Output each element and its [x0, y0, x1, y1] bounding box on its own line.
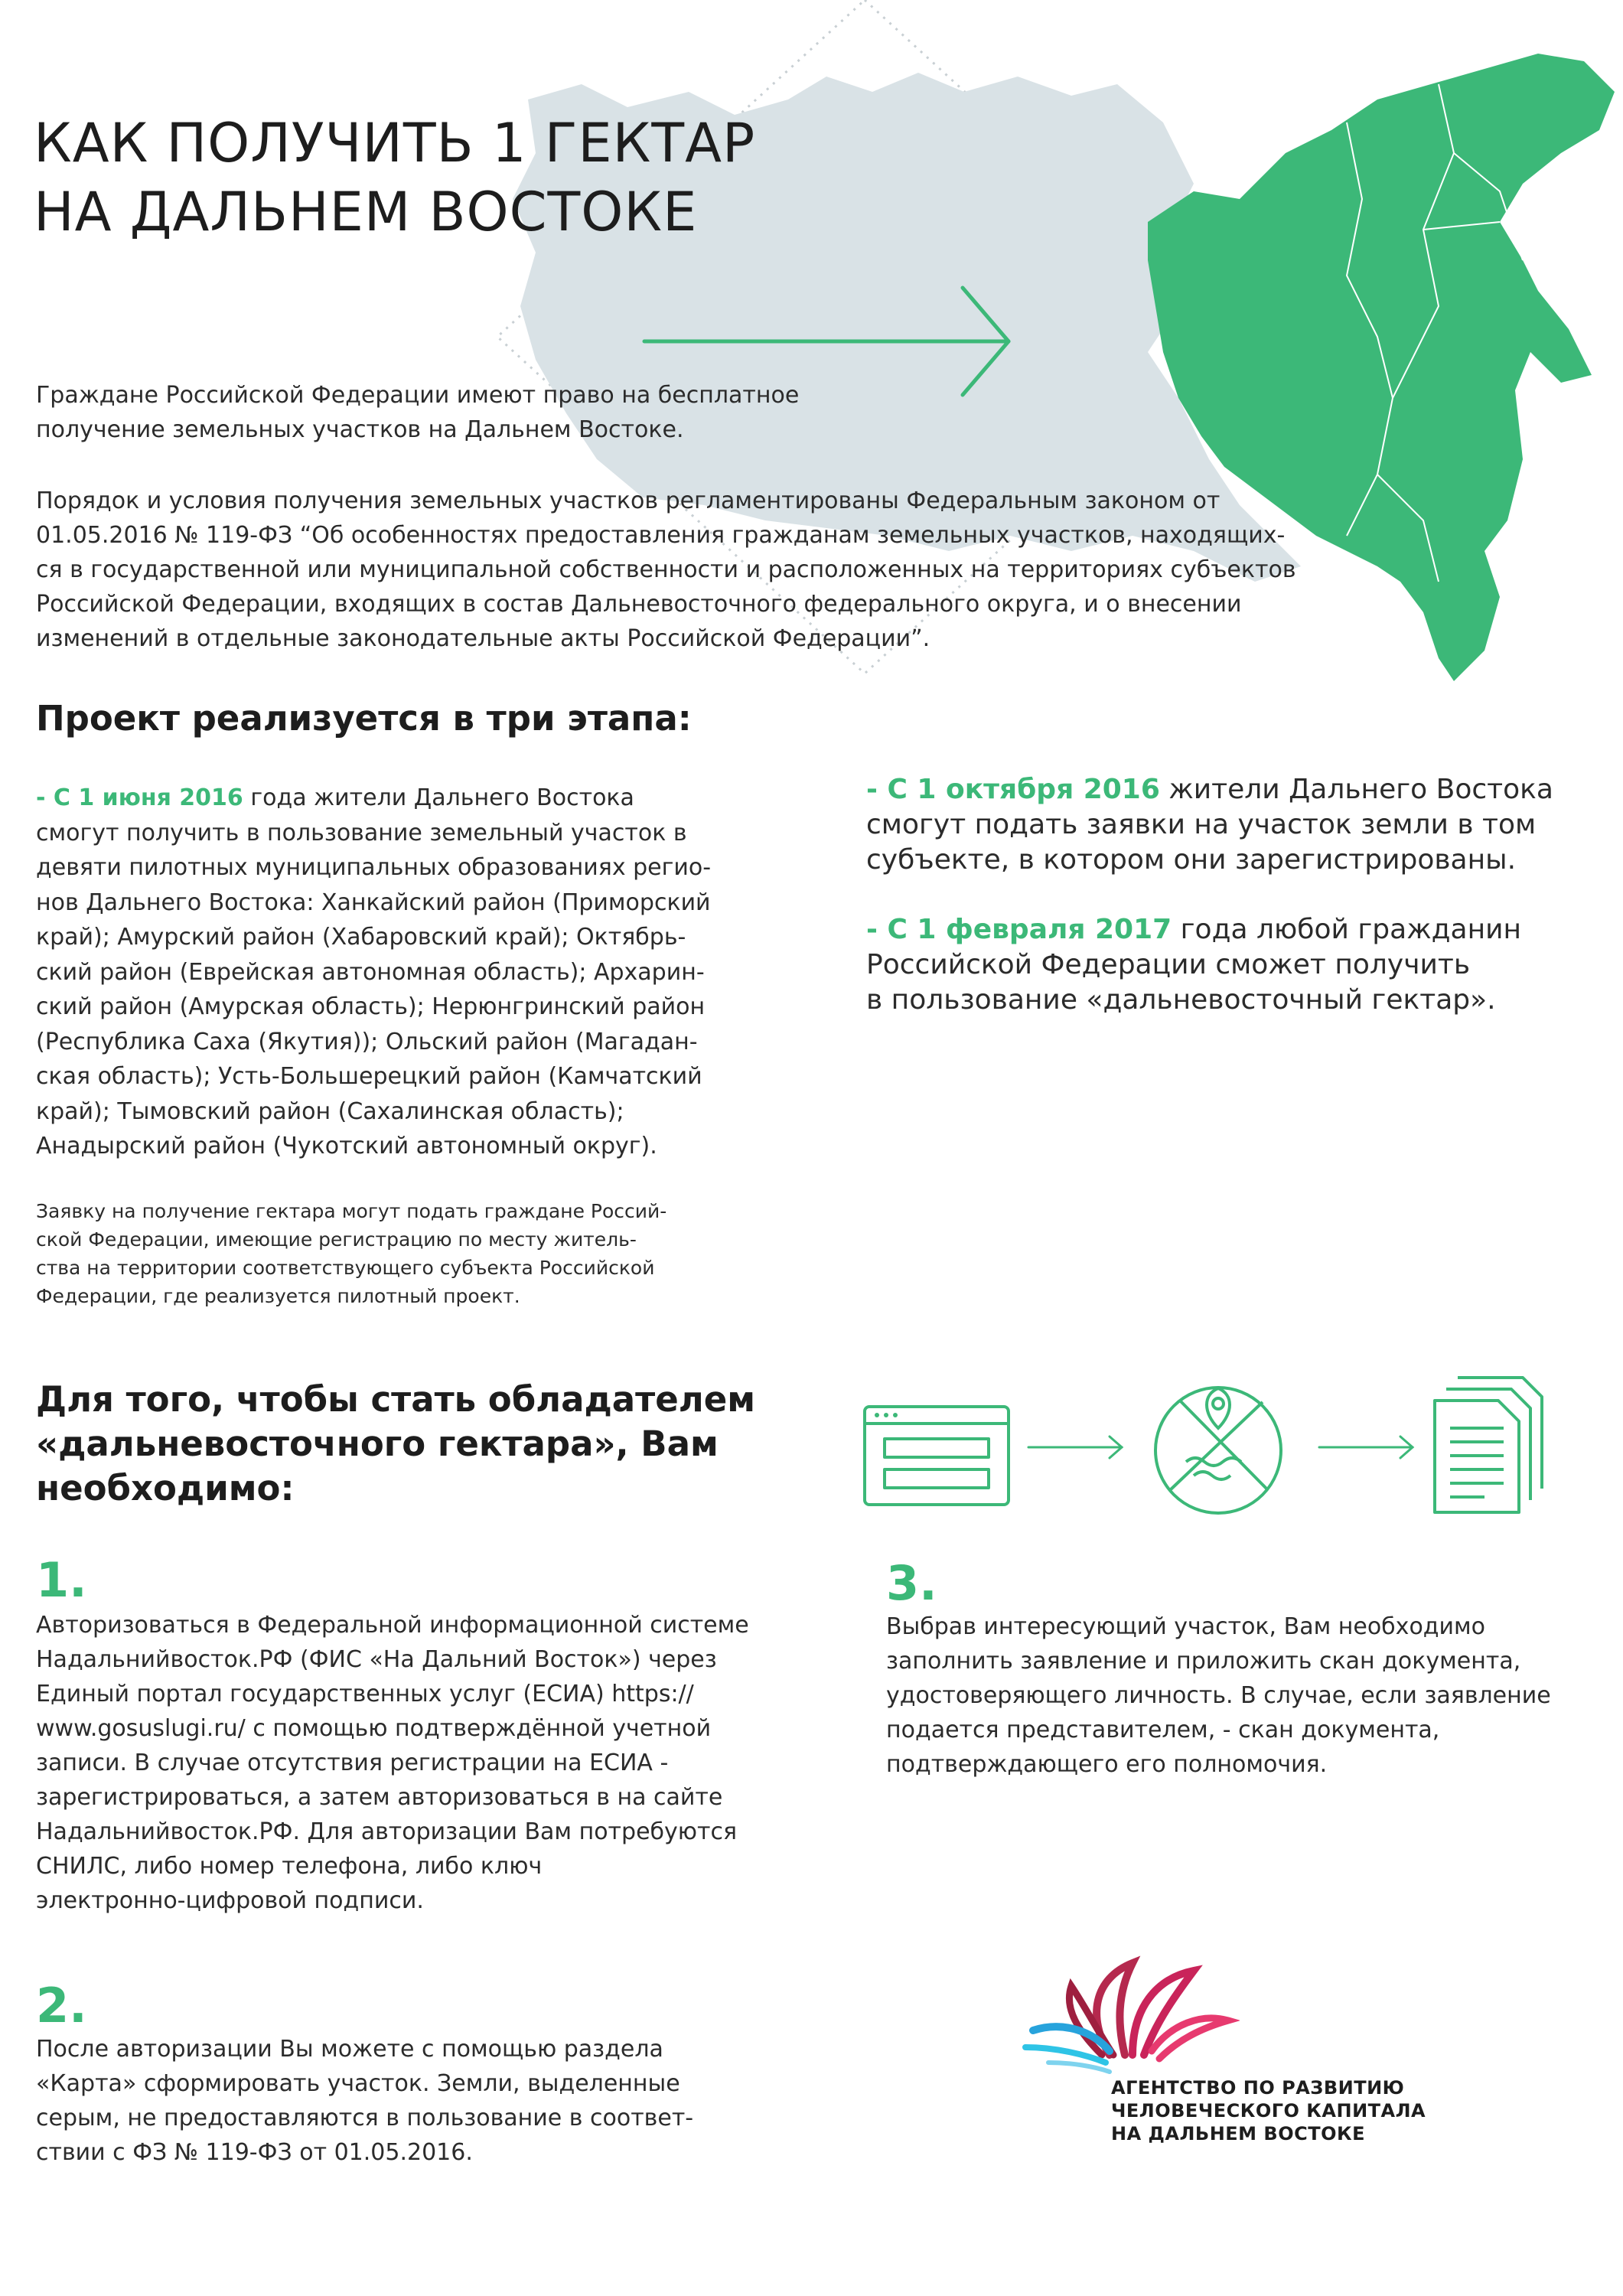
page-title: [34, 109, 799, 246]
stage-3: - С 1 февраля 2017 года любой гражданин Российской Федерации сможет получить в пользование «дальневосточный гектар».: [866, 914, 1522, 1016]
steps-heading: Для того, чтобы стать обладателем «дальневосточного гектара», Вам необходимо:: [36, 1379, 756, 1508]
steps-icons: [857, 1362, 1561, 1523]
stage-2-date: - С 1 октября 2016: [866, 774, 1160, 805]
title-line-2: НА ДАЛЬНЕМ ВОСТОКЕ: [34, 181, 698, 243]
documents-icon: [1435, 1378, 1542, 1512]
arrow-right-icon: [1319, 1437, 1413, 1458]
stage-3-date: - С 1 февраля 2017: [866, 914, 1172, 945]
stage-note: Заявку на получение гектара могут подать граждане Россий- ской Федерации, имеющие регистрацию по месту житель- ства на территории соответствующего субъекта Российской Федерации, где реализуется пилотный проект.: [36, 1200, 667, 1307]
step-2-text: После авторизации Вы можете с помощью раздела «Карта» сформировать участок. Земли, выделенные серым, не предоставляются в пользование в соответ- ствии с ФЗ № 119-ФЗ от 01.05.2016.: [36, 2036, 694, 2166]
step-2-number: 2.: [36, 1978, 87, 2033]
stage-1: - С 1 июня 2016 года жители Дальнего Востока смогут получить в пользование земельный участок в девяти пилотных муниципальных образованиях регио- нов Дальнего Востока: Ханкайский район (Приморский край); Амурский район (Хабаровский край); Октябрь- ский район (Еврейская автономная область); Архарин- ский район (Амурская область); Нерюнгринский район (Республика Саха (Якутия)); Ольский район (Магадан- ская область); Усть-Большерецкий район (Камчатский край); Тымовский район (Сахалинская область); Анадырский район (Чукотский автономный округ).: [36, 784, 712, 1159]
step-1-text: Авторизоваться в Федеральной информационной системе Надальнийвосток.РФ (ФИС «На Дальний Восток») через Единый портал государственных услуг (ЕСИА) https:// www.gosuslugi.ru/ с помощью подтверждённой учетной записи. В случае отсутствия регистрации на ЕСИА - зарегистрироваться, а затем авторизоваться в на сайте Надальнийвосток.РФ. Для авторизации Вам потребуются СНИЛС, либо номер телефона, либо ключ электронно-цифровой подписи.: [36, 1612, 749, 1914]
stage-1-date: - С 1 июня 2016: [36, 784, 243, 811]
intro-paragraph-2: Порядок и условия получения земельных участков регламентированы Федеральным законом от 01.05.2016 № 119-ФЗ “Об особенностях предоставления гражданам земельных участков, находящих- ся в государственной или муниципальной собственности и расположенных на территориях субъектов Российской Федерации, входящих в состав Дальневосточного федерального округа, и о внесении изменений в отдельные законодательные акты Российской Федерации”.: [36, 488, 1296, 652]
intro-paragraph-1: Граждане Российской Федерации имеют право на бесплатное получение земельных участков на Дальнем Востоке.: [36, 382, 800, 443]
title-line-1: КАК ПОЛУЧИТЬ 1 ГЕКТАР: [34, 112, 756, 174]
step-1-number: 1.: [36, 1552, 87, 1608]
map-pin-icon: [1155, 1388, 1281, 1513]
agency-logo-icon: [1018, 1948, 1240, 2078]
stages-heading: Проект реализуется в три этапа:: [36, 698, 692, 739]
browser-window-icon: [865, 1407, 1009, 1505]
agency-logo-text: АГЕНТСТВО ПО РАЗВИТИЮ ЧЕЛОВЕЧЕСКОГО КАПИТАЛА НА ДАЛЬНЕМ ВОСТОКЕ: [1111, 2077, 1426, 2144]
step-3-text: Выбрав интересующий участок, Вам необходимо заполнить заявление и приложить скан документа, удостоверяющего личность. В случае, если заявление подается представителем, - скан документа, подтверждающего его полномочия.: [886, 1613, 1551, 1778]
arrow-right-icon: [1028, 1437, 1122, 1458]
step-3-number: 3.: [886, 1555, 937, 1611]
stage-2: - С 1 октября 2016 жители Дальнего Востока смогут подать заявки на участок земли в том субъекте, в котором они зарегистрированы.: [866, 774, 1553, 876]
